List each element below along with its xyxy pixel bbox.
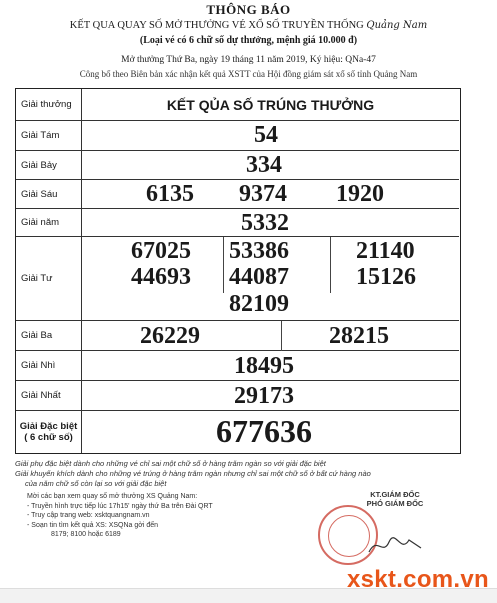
page-subtitle <box>0 20 497 31</box>
prize-number: 28215 <box>329 323 389 349</box>
table-header-row <box>16 89 459 121</box>
prize-number: 29173 <box>234 383 294 409</box>
prize-label: Giải năm <box>16 209 82 236</box>
page-title: THÔNG BÁO <box>206 2 291 17</box>
note-sms-numbers: 8179; 8100 hoặc 6189 <box>51 531 121 538</box>
prize-number: 6135 <box>146 181 194 207</box>
note-live: - Truyền hình trực tiếp lúc 17h15' ngày thứ Ba trên Đài QRT <box>27 502 213 510</box>
prize-row-nhat <box>16 381 459 411</box>
prize-label: Giải Tám <box>16 121 82 150</box>
note-sms: - Soạn tin tìm kết quả XS: XSQNa gởi đến <box>27 521 159 529</box>
cell-divider <box>223 237 224 293</box>
prize-number: 15126 <box>356 264 416 290</box>
prize-number: 82109 <box>229 291 289 317</box>
note-invite: Mời các bạn xem quay số mở thưởng XS Quảng Nam: <box>27 493 198 500</box>
signature-icon <box>365 530 425 560</box>
cell-divider <box>281 321 282 351</box>
note-khuyen-khich-2: của năm chữ số còn lại so với giải đặc biệt <box>25 479 167 488</box>
prize-row-nhi <box>16 351 459 381</box>
announcement-text: Công bố theo Biên bản xác nhận kết quả XSTT của Hội đồng giám sát xổ số tỉnh Quảng Nam <box>79 69 418 79</box>
note-khuyen-khich-1: Giải khuyến khích dành cho những vé trúng ở hàng trăm ngàn nhưng chỉ sai một chữ số ở bất cứ hàng nào <box>15 469 371 478</box>
province-name: Quảng Nam <box>366 20 428 31</box>
prize-number: 18495 <box>234 353 294 379</box>
prize-label: Giải Tư <box>16 237 82 320</box>
prize-label: Giải Ba <box>16 321 82 350</box>
prize-row-bay <box>16 151 459 180</box>
signature-line1: KT.GIÁM ĐỐC <box>370 490 420 499</box>
prize-row-tu <box>16 237 459 321</box>
prize-row-dac-biet <box>16 411 459 453</box>
prize-row-sau <box>16 180 459 209</box>
note-web: - Truy cập trang web: xsktquangnam.vn <box>27 512 150 519</box>
prize-number: 5332 <box>241 210 289 236</box>
prize-label <box>16 411 82 453</box>
prize-number: 9374 <box>239 181 287 207</box>
prize-label: Giải Nhất <box>16 381 82 410</box>
results-title: KẾT QỦA SỐ TRÚNG THƯỞNG <box>166 96 375 113</box>
subtitle-text: KẾT QUA QUAY SỐ MỞ THƯỞNG VÉ XỔ SỐ TRUYỀN THỐNG <box>69 20 364 31</box>
prize-number: 334 <box>246 152 282 178</box>
special-label-line1: Giải Đặc biệt <box>19 421 78 432</box>
prize-number: 54 <box>254 122 278 148</box>
prize-number: 26229 <box>140 323 200 349</box>
special-label-line2: ( 6 chữ số) <box>24 432 73 443</box>
draw-info: Mở thưởng Thứ Ba, ngày 19 tháng 11 năm 2019, Ký hiệu: QNa-47 <box>121 55 376 65</box>
special-prize-number: 677636 <box>216 413 312 449</box>
cell-divider <box>330 237 331 293</box>
prize-number: 44693 <box>131 264 191 290</box>
prize-number: 53386 <box>229 238 289 264</box>
prize-row-tam <box>16 121 459 151</box>
signature-line2: PHÓ GIÁM ĐỐC <box>366 499 424 508</box>
prize-number: 44087 <box>229 264 289 290</box>
note-phu: Giải phụ đặc biệt dành cho những vé chỉ sai một chữ số ở hàng trăm ngàn so với giải đặc biệt <box>15 459 326 468</box>
results-table <box>15 88 461 454</box>
prize-number: 67025 <box>131 238 191 264</box>
prize-row-nam <box>16 209 459 237</box>
prize-number: 21140 <box>356 238 415 264</box>
ticket-note: (Loại vé có 6 chữ số dự thưởng, mệnh giá 10.000 đ) <box>139 35 358 46</box>
corner-label: Giải thưởng <box>16 89 82 120</box>
prize-number: 1920 <box>336 181 384 207</box>
prize-label: Giải Sáu <box>16 180 82 208</box>
prize-row-ba <box>16 321 459 351</box>
watermark-logo: xskt.com.vn <box>346 566 489 593</box>
prize-label: Giải Nhì <box>16 351 82 380</box>
prize-label: Giải Bảy <box>16 151 82 179</box>
